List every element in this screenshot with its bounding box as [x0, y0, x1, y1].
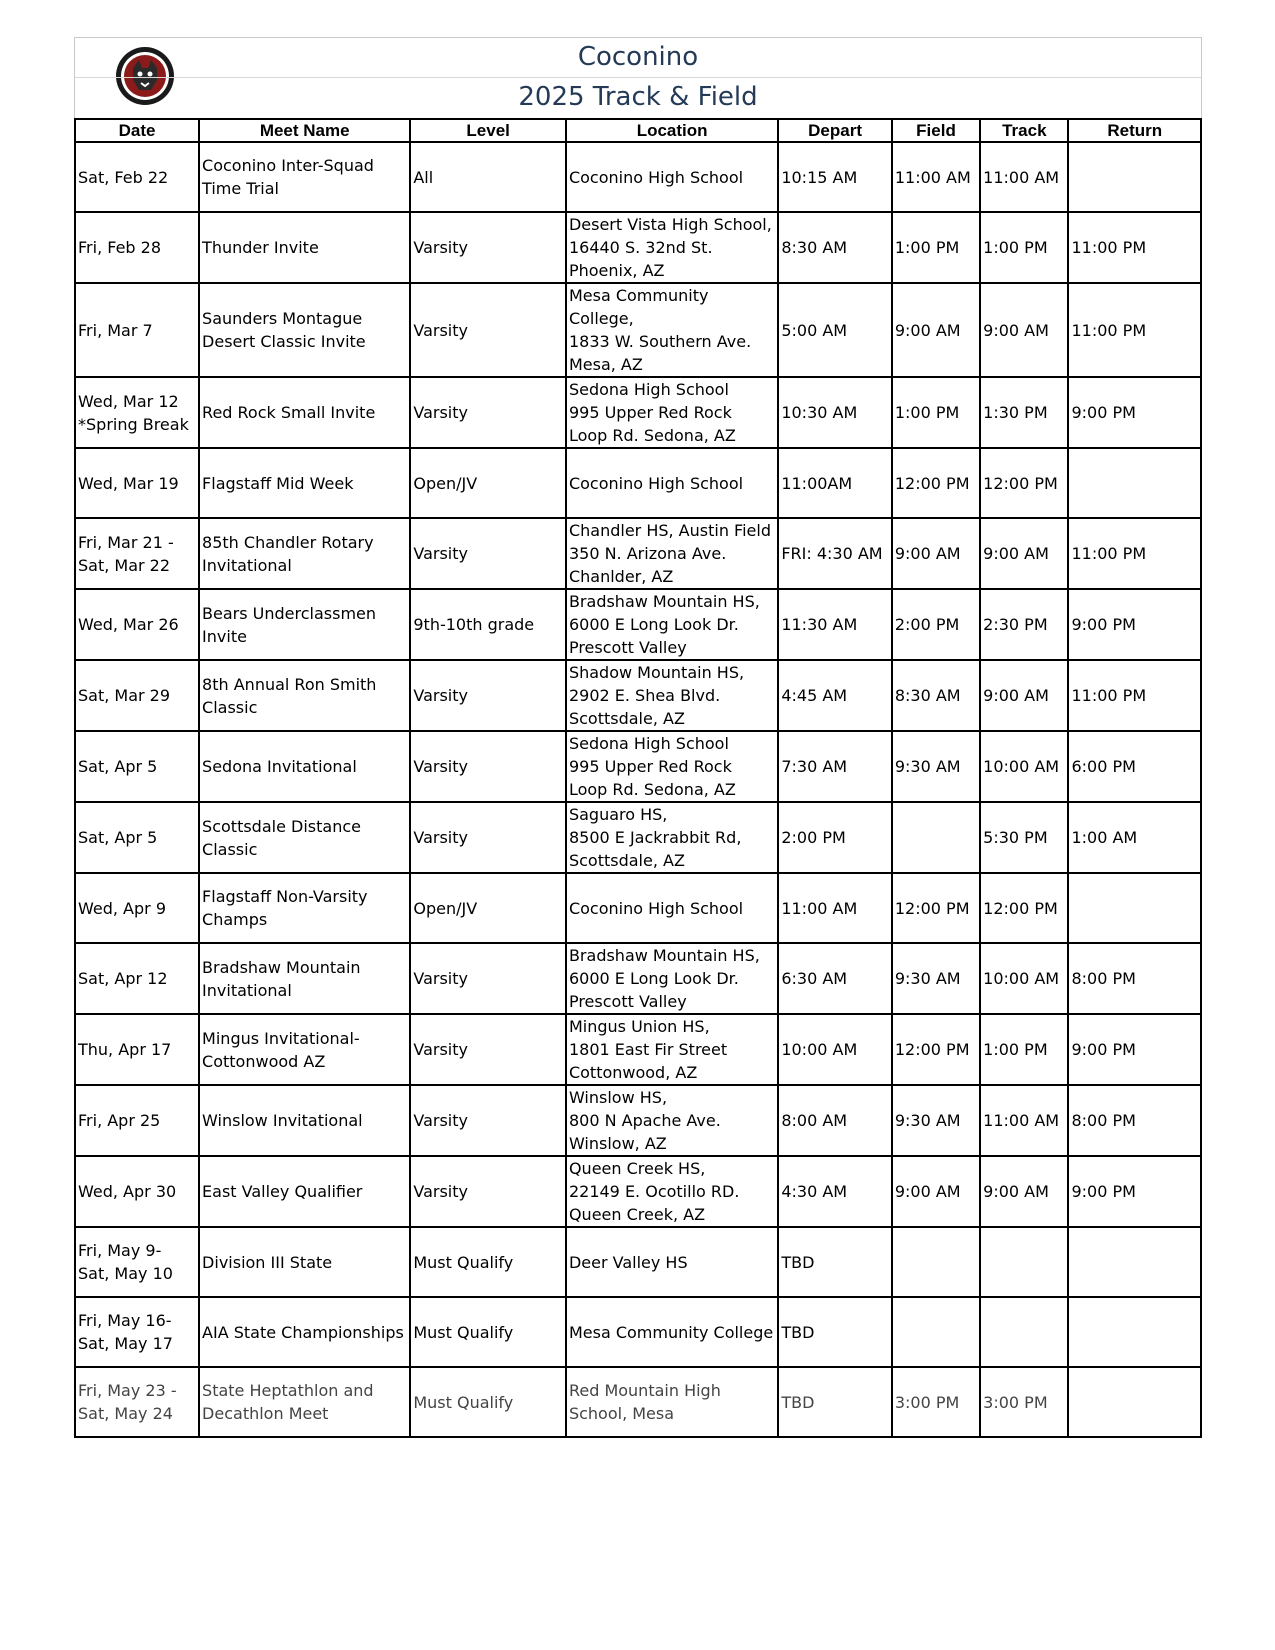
meet-name-cell: Flagstaff Non-Varsity Champs [199, 873, 410, 943]
table-row [75, 518, 1201, 589]
return-cell: 11:00 PM [1068, 518, 1201, 589]
depart-cell: 11:30 AM [778, 589, 892, 660]
depart-cell: 8:00 AM [778, 1085, 892, 1156]
location-cell: Sedona High School 995 Upper Red Rock Loop Rd. Sedona, AZ [566, 731, 778, 802]
date-cell: Fri, Feb 28 [75, 212, 199, 283]
field-time-cell: 9:00 AM [892, 518, 980, 589]
meet-name-cell: Flagstaff Mid Week [199, 448, 410, 518]
level-cell: Open/JV [410, 873, 566, 943]
level-cell: Varsity [410, 518, 566, 589]
date-cell: Sat, Mar 29 [75, 660, 199, 731]
level-cell: Varsity [410, 731, 566, 802]
depart-cell: 11:00 AM [778, 873, 892, 943]
table-row [75, 142, 1201, 212]
level-cell: Varsity [410, 1156, 566, 1227]
depart-cell: TBD [778, 1367, 892, 1437]
location-cell: Deer Valley HS [566, 1227, 778, 1297]
depart-cell: 6:30 AM [778, 943, 892, 1014]
return-cell: 11:00 PM [1068, 212, 1201, 283]
level-cell: Varsity [410, 1014, 566, 1085]
location-cell: Shadow Mountain HS, 2902 E. Shea Blvd. Scottsdale, AZ [566, 660, 778, 731]
column-header-return: Return [1068, 119, 1201, 142]
field-time-cell: 9:00 AM [892, 283, 980, 377]
track-time-cell: 9:00 AM [980, 660, 1068, 731]
return-cell: 8:00 PM [1068, 943, 1201, 1014]
table-row [75, 1085, 1201, 1156]
table-row [75, 1156, 1201, 1227]
date-cell: Fri, May 16- Sat, May 17 [75, 1297, 199, 1367]
meet-name-cell: Winslow Invitational [199, 1085, 410, 1156]
level-cell: Open/JV [410, 448, 566, 518]
field-time-cell: 3:00 PM [892, 1367, 980, 1437]
column-header-meet-name: Meet Name [199, 119, 410, 142]
track-time-cell: 1:00 PM [980, 1014, 1068, 1085]
meet-name-cell: Coconino Inter-Squad Time Trial [199, 142, 410, 212]
table-row [75, 1014, 1201, 1085]
level-cell: Varsity [410, 660, 566, 731]
table-row [75, 731, 1201, 802]
schedule-rows [75, 142, 1201, 1437]
return-cell: 8:00 PM [1068, 1085, 1201, 1156]
column-header-depart: Depart [778, 119, 892, 142]
field-time-cell: 11:00 AM [892, 142, 980, 212]
track-time-cell: 12:00 PM [980, 448, 1068, 518]
return-cell: 9:00 PM [1068, 589, 1201, 660]
location-cell: Coconino High School [566, 142, 778, 212]
header-row [75, 119, 1201, 142]
date-cell: Thu, Apr 17 [75, 1014, 199, 1085]
meet-name-cell: Sedona Invitational [199, 731, 410, 802]
level-cell: Must Qualify [410, 1227, 566, 1297]
location-cell: Red Mountain High School, Mesa [566, 1367, 778, 1437]
field-time-cell: 1:00 PM [892, 212, 980, 283]
date-cell: Wed, Mar 19 [75, 448, 199, 518]
date-cell: Sat, Apr 12 [75, 943, 199, 1014]
meet-name-cell: Bradshaw Mountain Invitational [199, 943, 410, 1014]
location-cell: Queen Creek HS, 22149 E. Ocotillo RD. Queen Creek, AZ [566, 1156, 778, 1227]
meet-name-cell: 8th Annual Ron Smith Classic [199, 660, 410, 731]
depart-cell: 4:30 AM [778, 1156, 892, 1227]
return-cell: 6:00 PM [1068, 731, 1201, 802]
track-time-cell: 11:00 AM [980, 1085, 1068, 1156]
location-cell: Desert Vista High School, 16440 S. 32nd St. Phoenix, AZ [566, 212, 778, 283]
level-cell: Varsity [410, 943, 566, 1014]
location-cell: Mesa Community College [566, 1297, 778, 1367]
meet-name-cell: Red Rock Small Invite [199, 377, 410, 448]
field-time-cell: 9:30 AM [892, 1085, 980, 1156]
date-cell: Sat, Apr 5 [75, 802, 199, 873]
track-time-cell: 11:00 AM [980, 142, 1068, 212]
track-time-cell: 5:30 PM [980, 802, 1068, 873]
track-time-cell: 2:30 PM [980, 589, 1068, 660]
field-time-cell: 8:30 AM [892, 660, 980, 731]
table-row [75, 1367, 1201, 1437]
level-cell: Varsity [410, 283, 566, 377]
meet-name-cell: Saunders Montague Desert Classic Invite [199, 283, 410, 377]
meet-name-cell: 85th Chandler Rotary Invitational [199, 518, 410, 589]
return-cell [1068, 1367, 1201, 1437]
field-time-cell: 12:00 PM [892, 873, 980, 943]
date-cell: Fri, Mar 7 [75, 283, 199, 377]
field-time-cell [892, 1227, 980, 1297]
table-row [75, 377, 1201, 448]
location-cell: Coconino High School [566, 873, 778, 943]
location-cell: Mingus Union HS, 1801 East Fir Street Cottonwood, AZ [566, 1014, 778, 1085]
field-time-cell: 12:00 PM [892, 448, 980, 518]
location-cell: Coconino High School [566, 448, 778, 518]
page-title: 2025 Track & Field [518, 82, 758, 112]
field-time-cell: 12:00 PM [892, 1014, 980, 1085]
track-time-cell: 9:00 AM [980, 283, 1068, 377]
return-cell: 1:00 AM [1068, 802, 1201, 873]
depart-cell: 10:00 AM [778, 1014, 892, 1085]
meet-name-cell: East Valley Qualifier [199, 1156, 410, 1227]
depart-cell: TBD [778, 1297, 892, 1367]
return-cell [1068, 142, 1201, 212]
table-row [75, 802, 1201, 873]
track-time-cell: 1:30 PM [980, 377, 1068, 448]
track-time-cell [980, 1297, 1068, 1367]
meet-name-cell: Division III State [199, 1227, 410, 1297]
location-cell: Bradshaw Mountain HS, 6000 E Long Look Dr. Prescott Valley [566, 589, 778, 660]
meet-name-cell: Scottsdale Distance Classic [199, 802, 410, 873]
date-cell: Fri, May 23 - Sat, May 24 [75, 1367, 199, 1437]
track-time-cell: 3:00 PM [980, 1367, 1068, 1437]
depart-cell: FRI: 4:30 AM [778, 518, 892, 589]
schedule-table [74, 118, 1202, 1438]
date-cell: Fri, Mar 21 - Sat, Mar 22 [75, 518, 199, 589]
field-time-cell: 1:00 PM [892, 377, 980, 448]
table-row [75, 873, 1201, 943]
date-cell: Fri, Apr 25 [75, 1085, 199, 1156]
location-cell: Winslow HS, 800 N Apache Ave. Winslow, AZ [566, 1085, 778, 1156]
meet-name-cell: Bears Underclassmen Invite [199, 589, 410, 660]
level-cell: Must Qualify [410, 1367, 566, 1437]
date-cell: Fri, May 9- Sat, May 10 [75, 1227, 199, 1297]
table-row [75, 1297, 1201, 1367]
return-cell: 9:00 PM [1068, 377, 1201, 448]
depart-cell: 7:30 AM [778, 731, 892, 802]
header [74, 37, 1202, 118]
table-row [75, 283, 1201, 377]
date-cell: Wed, Mar 26 [75, 589, 199, 660]
column-header-level: Level [410, 119, 566, 142]
column-header-date: Date [75, 119, 199, 142]
table-row [75, 212, 1201, 283]
location-cell: Mesa Community College, 1833 W. Southern Ave. Mesa, AZ [566, 283, 778, 377]
level-cell: All [410, 142, 566, 212]
field-time-cell [892, 802, 980, 873]
level-cell: 9th-10th grade [410, 589, 566, 660]
meet-name-cell: State Heptathlon and Decathlon Meet [199, 1367, 410, 1437]
date-cell: Wed, Apr 30 [75, 1156, 199, 1227]
location-cell: Chandler HS, Austin Field 350 N. Arizona Ave. Chanlder, AZ [566, 518, 778, 589]
level-cell: Must Qualify [410, 1297, 566, 1367]
depart-cell: 5:00 AM [778, 283, 892, 377]
level-cell: Varsity [410, 212, 566, 283]
column-header-location: Location [566, 119, 778, 142]
return-cell: 11:00 PM [1068, 283, 1201, 377]
date-cell: Sat, Feb 22 [75, 142, 199, 212]
column-header-field: Field [892, 119, 980, 142]
school-name: Coconino [577, 42, 699, 72]
track-time-cell: 10:00 AM [980, 731, 1068, 802]
level-cell: Varsity [410, 1085, 566, 1156]
table-row [75, 660, 1201, 731]
table-row [75, 448, 1201, 518]
location-cell: Saguaro HS, 8500 E Jackrabbit Rd, Scottsdale, AZ [566, 802, 778, 873]
date-cell: Wed, Apr 9 [75, 873, 199, 943]
meet-name-cell: AIA State Championships [199, 1297, 410, 1367]
track-time-cell: 10:00 AM [980, 943, 1068, 1014]
track-time-cell: 9:00 AM [980, 518, 1068, 589]
level-cell: Varsity [410, 377, 566, 448]
depart-cell: 8:30 AM [778, 212, 892, 283]
return-cell: 11:00 PM [1068, 660, 1201, 731]
return-cell [1068, 1227, 1201, 1297]
meet-name-cell: Mingus Invitational- Cottonwood AZ [199, 1014, 410, 1085]
depart-cell: 4:45 AM [778, 660, 892, 731]
return-cell [1068, 448, 1201, 518]
meet-name-cell: Thunder Invite [199, 212, 410, 283]
location-cell: Bradshaw Mountain HS, 6000 E Long Look Dr. Prescott Valley [566, 943, 778, 1014]
field-time-cell: 9:30 AM [892, 943, 980, 1014]
field-time-cell: 9:30 AM [892, 731, 980, 802]
depart-cell: 10:15 AM [778, 142, 892, 212]
table-row [75, 589, 1201, 660]
field-time-cell [892, 1297, 980, 1367]
column-header-track: Track [980, 119, 1068, 142]
depart-cell: 10:30 AM [778, 377, 892, 448]
track-time-cell [980, 1227, 1068, 1297]
track-time-cell: 1:00 PM [980, 212, 1068, 283]
return-cell [1068, 873, 1201, 943]
date-cell: Wed, Mar 12 *Spring Break [75, 377, 199, 448]
schedule-sheet [74, 37, 1202, 1438]
table-row [75, 1227, 1201, 1297]
return-cell: 9:00 PM [1068, 1156, 1201, 1227]
field-time-cell: 2:00 PM [892, 589, 980, 660]
depart-cell: 2:00 PM [778, 802, 892, 873]
level-cell: Varsity [410, 802, 566, 873]
return-cell: 9:00 PM [1068, 1014, 1201, 1085]
location-cell: Sedona High School 995 Upper Red Rock Loop Rd. Sedona, AZ [566, 377, 778, 448]
track-time-cell: 12:00 PM [980, 873, 1068, 943]
table-row [75, 943, 1201, 1014]
track-time-cell: 9:00 AM [980, 1156, 1068, 1227]
field-time-cell: 9:00 AM [892, 1156, 980, 1227]
depart-cell: TBD [778, 1227, 892, 1297]
header-divider [75, 77, 1201, 78]
date-cell: Sat, Apr 5 [75, 731, 199, 802]
depart-cell: 11:00AM [778, 448, 892, 518]
return-cell [1068, 1297, 1201, 1367]
